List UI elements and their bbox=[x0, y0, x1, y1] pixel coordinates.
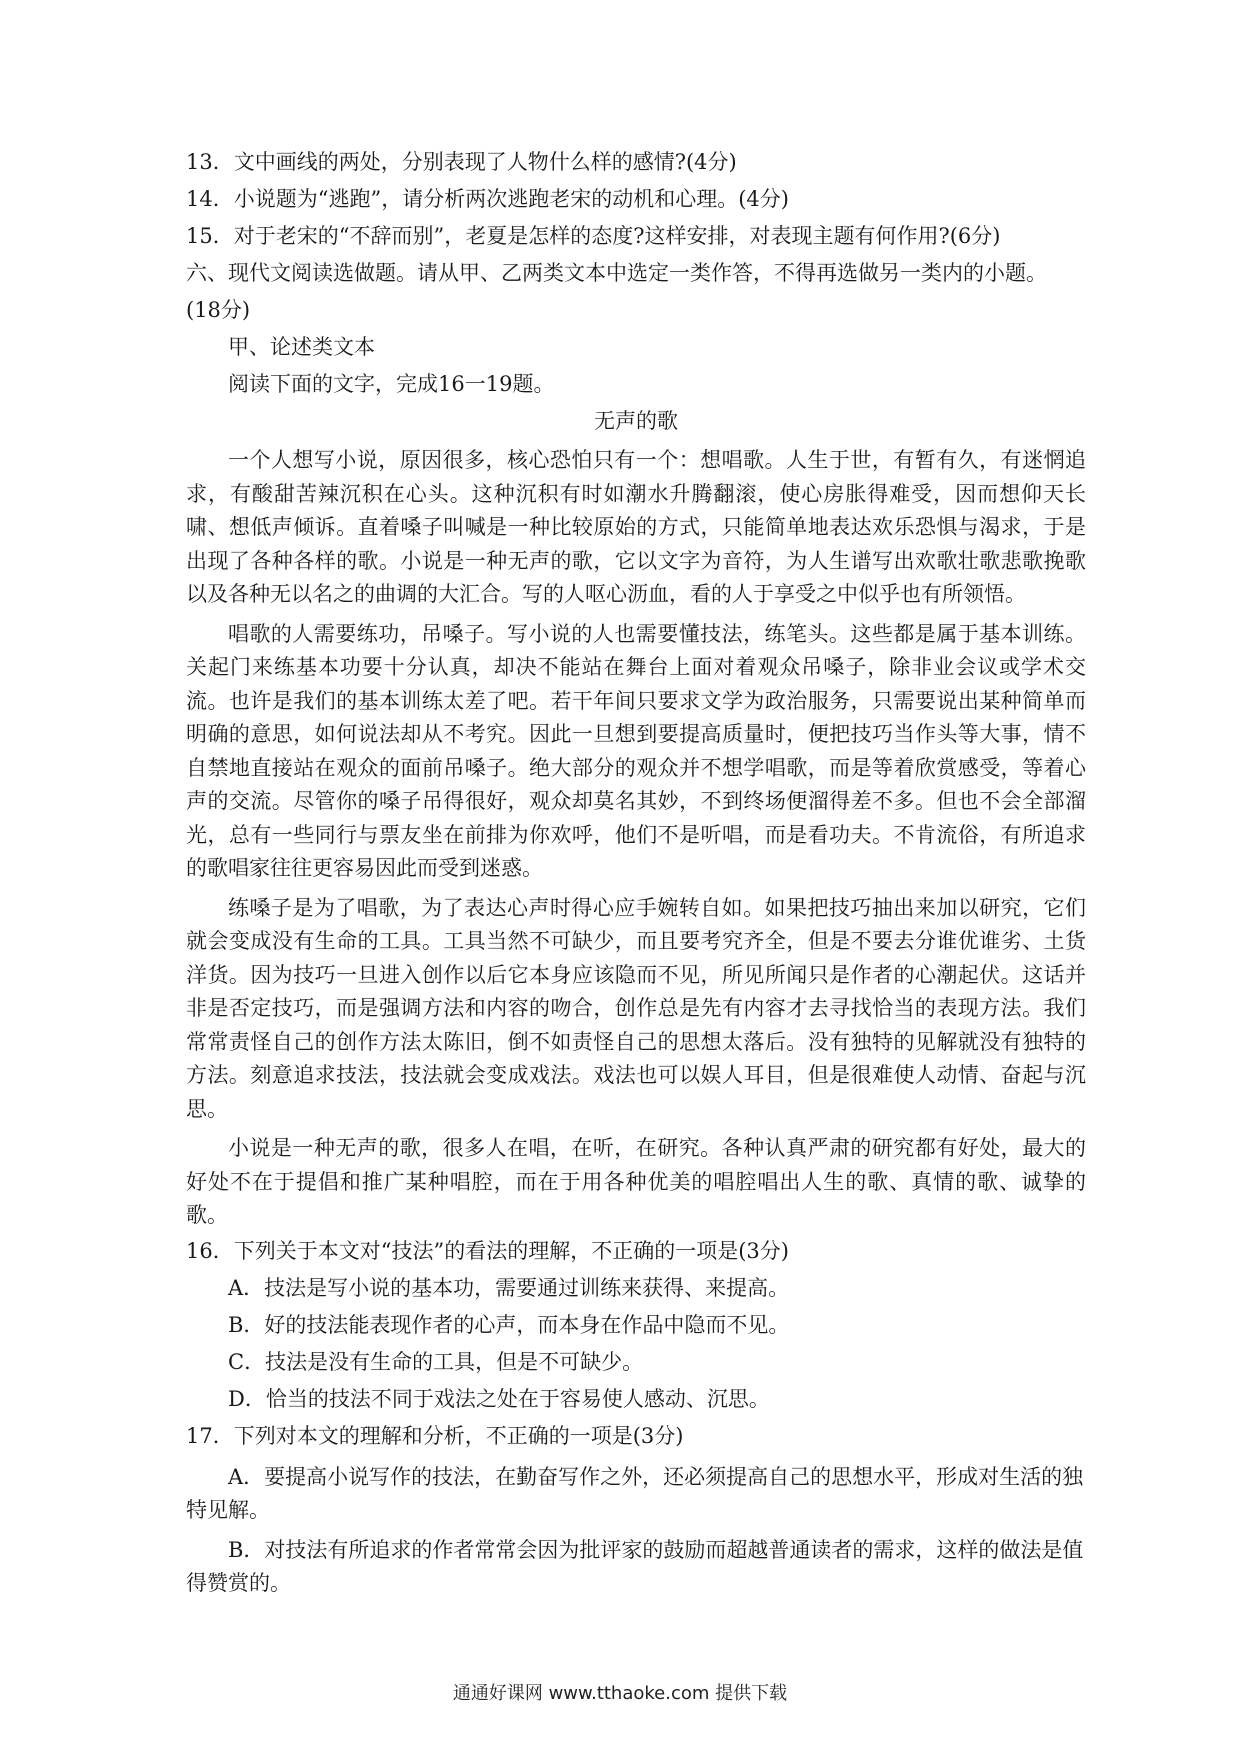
essay-paragraph: 练嗓子是为了唱歌，为了表达心声时得心应手婉转自如。如果把技巧抽出来加以研究，它们就会变成没有生命的工具。工具当然不可缺少，而且要考究齐全，但是不要去分谁优谁劣、土货洋货。因为技巧一旦进入创作以后它本身应该隐而不见，所见所闻只是作者的心潮起伏。这话并非是否定技巧，而是强调方法和内容的吻合，创作总是先有内容才去寻找恰当的表现方法。我们常常责怪自己的创作方法太陈旧，倒不如责怪自己的思想太落后。没有独特的见解就没有独特的方法。刻意追求技法，技法就会变成戏法。戏法也可以娱人耳目，但是很难使人动情、奋起与沉思。 bbox=[186, 895, 1086, 1121]
page-content bbox=[186, 150, 1086, 1607]
essay-paragraph: 小说是一种无声的歌，很多人在唱，在听，在研究。各种认真严肃的研究都有好处，最大的好处不在于提倡和推广某种唱腔，而在于用各种优美的唱腔唱出人生的歌、真情的歌、诚挚的歌。 bbox=[186, 1136, 1086, 1227]
essay-title: 无声的歌 bbox=[594, 409, 678, 433]
question-16-stem: 16．下列关于本文对“技法”的看法的理解，不正确的一项是(3分) bbox=[186, 1238, 789, 1263]
question-16-option-d: D．恰当的技法不同于戏法之处在于容易使人感动、沉思。 bbox=[228, 1386, 770, 1411]
question-16-option-b: B．好的技法能表现作者的心声，而本身在作品中隐而不见。 bbox=[228, 1312, 790, 1337]
essay-paragraph: 一个人想写小说，原因很多，核心恐怕只有一个：想唱歌。人生于世，有暂有久，有迷惘追求，有酸甜苦辣沉积在心头。这种沉积有时如潮水升腾翻滚，使心房胀得难受，因而想仰天长啸、想低声倾诉。直着嗓子叫喊是一种比较原始的方式，只能简单地表达欢乐恐惧与渴求，于是出现了各种各样的歌。小说是一种无声的歌，它以文字为音符，为人生谱写出欢歌壮歌悲歌挽歌以及各种无以名之的曲调的大汇合。写的人呕心沥血，看的人于享受之中似乎也有所领悟。 bbox=[186, 448, 1086, 606]
question-17-stem: 17．下列对本文的理解和分析，不正确的一项是(3分) bbox=[186, 1423, 684, 1448]
essay-paragraph: 唱歌的人需要练功，吊嗓子。写小说的人也需要懂技法，练笔头。这些都是属于基本训练。关起门来练基本功要十分认真，却决不能站在舞台上面对着观众吊嗓子，除非业会议或学术交流。也许是我们的基本训练太差了吧。若干年间只要求文学为政治服务，只需要说出某种简单而明确的意思，如何说法却从不考究。因此一旦想到要提高质量时，便把技巧当作头等大事，情不自禁地直接站在观众的面前吊嗓子。绝大部分的观众并不想学唱歌，而是等着欣赏感受，等着心声的交流。尽管你的嗓子吊得很好，观众却莫名其妙，不到终场便溜得差不多。但也不会全部溜光，总有一些同行与票友坐在前排为你欢呼，他们不是听唱，而是看功夫。不肯流俗，有所追求的歌唱家往往更容易因此而受到迷惑。 bbox=[186, 621, 1086, 880]
question-13: 13．文中画线的两处，分别表现了人物什么样的感情?(4分) bbox=[186, 150, 737, 174]
question-16-option-c: C．技法是没有生命的工具，但是不可缺少。 bbox=[228, 1349, 644, 1374]
question-17-option-a: A．要提高小说写作的技法，在勤奋写作之外，还必须提高自己的思想水平，形成对生活的独特见解。 bbox=[186, 1464, 1084, 1522]
section-heading: 六、现代文阅读选做题。请从甲、乙两类文本中选定一类作答，不得再选做另一类内的小题。 bbox=[186, 261, 1047, 285]
question-17-option-b: B．对技法有所追求的作者常常会因为批评家的鼓励而超越普通读者的需求，这样的做法是值得赞赏的。 bbox=[186, 1537, 1084, 1595]
page-footer: 通通好课网 www.tthaoke.com 提供下载 bbox=[452, 1683, 788, 1704]
reading-instruction: 阅读下面的文字，完成16一19题。 bbox=[228, 372, 555, 396]
question-15: 15．对于老宋的“不辞而别”，老夏是怎样的态度?这样安排，对表现主题有何作用?(6分) bbox=[186, 224, 1001, 248]
section-heading-score: (18分) bbox=[186, 298, 251, 322]
question-16-option-a: A．技法是写小说的基本功，需要通过训练来获得、来提高。 bbox=[228, 1275, 790, 1300]
question-14: 14．小说题为“逃跑”，请分析两次逃跑老宋的动机和心理。(4分) bbox=[186, 187, 789, 211]
subsection-title: 甲、论述类文本 bbox=[228, 335, 375, 359]
